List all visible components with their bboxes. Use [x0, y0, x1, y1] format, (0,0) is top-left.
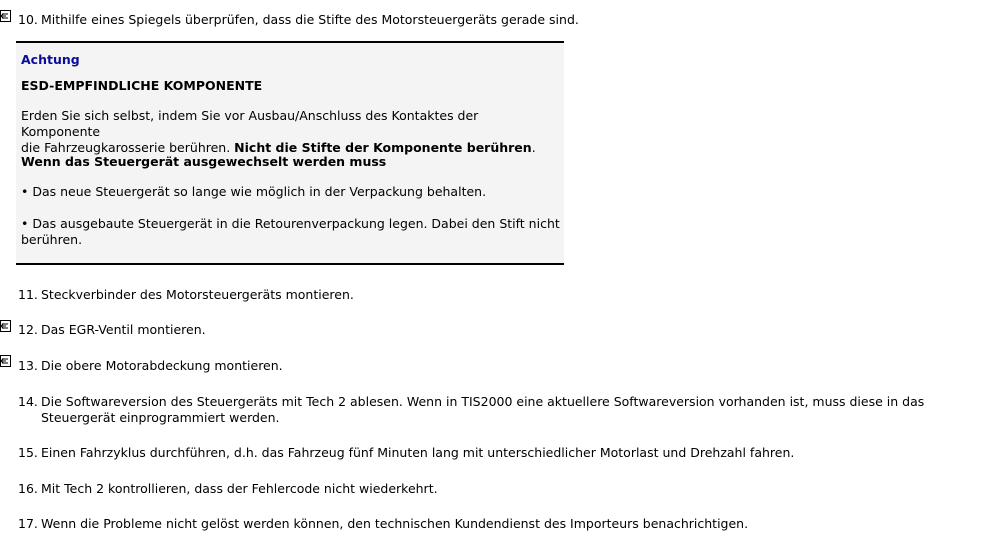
- step-text: Wenn die Probleme nicht gelöst werden können, den technischen Kundendienst des Importeurs benachrichtigen.: [41, 516, 749, 531]
- step-14: [18, 394, 958, 426]
- step-11: [18, 287, 958, 303]
- step-number: 16.: [18, 481, 38, 496]
- step-10: [18, 12, 958, 28]
- caution-bullet: [21, 216, 561, 248]
- cross-reference-icon[interactable]: [0, 355, 11, 367]
- step-text: Die Softwareversion des Steuergeräts mit Tech 2 ablesen. Wenn in TIS2000 eine aktuellere Softwareversion vorhanden ist, muss diese in das: [41, 394, 925, 409]
- caution-warning-text: Nicht die Stifte der Komponente berühren: [234, 140, 532, 155]
- step-12: [18, 322, 958, 338]
- caution-subheading: Wenn das Steuergerät ausgewechselt werden muss: [21, 154, 387, 169]
- caution-bullet-line: • Das ausgebaute Steuergerät in die Retourenverpackung legen. Dabei den Stift nicht: [21, 216, 560, 231]
- caution-title: Achtung: [21, 52, 80, 67]
- step-text: Mithilfe eines Spiegels überprüfen, dass die Stifte des Motorsteuergeräts gerade sind.: [41, 12, 579, 27]
- step-number: 14.: [18, 394, 38, 409]
- step-16: [18, 481, 958, 497]
- step-text: Mit Tech 2 kontrollieren, dass der Fehlercode nicht wiederkehrt.: [41, 481, 438, 496]
- step-15: [18, 445, 958, 461]
- caution-paragraph-end: .: [531, 140, 536, 155]
- step-number: 11.: [18, 287, 38, 302]
- caution-box: [16, 41, 564, 265]
- step-number: 17.: [18, 516, 38, 531]
- step-text: Das EGR-Ventil montieren.: [41, 322, 206, 337]
- caution-heading: ESD-EMPFINDLICHE KOMPONENTE: [21, 78, 263, 93]
- step-number: 15.: [18, 445, 38, 460]
- caution-paragraph: [21, 108, 561, 156]
- caution-paragraph-line: Erden Sie sich selbst, indem Sie vor Ausbau/Anschluss des Kontaktes der Komponente: [21, 108, 479, 139]
- step-text-continued: Steuergerät einprogrammiert werden.: [41, 410, 280, 425]
- step-number: 10.: [18, 12, 38, 27]
- step-text: Die obere Motorabdeckung montieren.: [41, 358, 283, 373]
- step-13: [18, 358, 958, 374]
- caution-bullet: • Das neue Steuergerät so lange wie möglich in der Verpackung behalten.: [21, 184, 487, 199]
- step-text: Steckverbinder des Motorsteuergeräts montieren.: [41, 287, 354, 302]
- cross-reference-icon[interactable]: [0, 320, 11, 332]
- caution-bullet-line: berühren.: [21, 232, 83, 247]
- cross-reference-icon[interactable]: [0, 10, 11, 22]
- step-text: Einen Fahrzyklus durchführen, d.h. das Fahrzeug fünf Minuten lang mit unterschiedlicher Motorlast und Drehzahl fahren.: [41, 445, 795, 460]
- step-number: 12.: [18, 322, 38, 337]
- step-17: [18, 516, 958, 532]
- caution-paragraph-line: die Fahrzeugkarosserie berühren.: [21, 140, 235, 155]
- step-number: 13.: [18, 358, 38, 373]
